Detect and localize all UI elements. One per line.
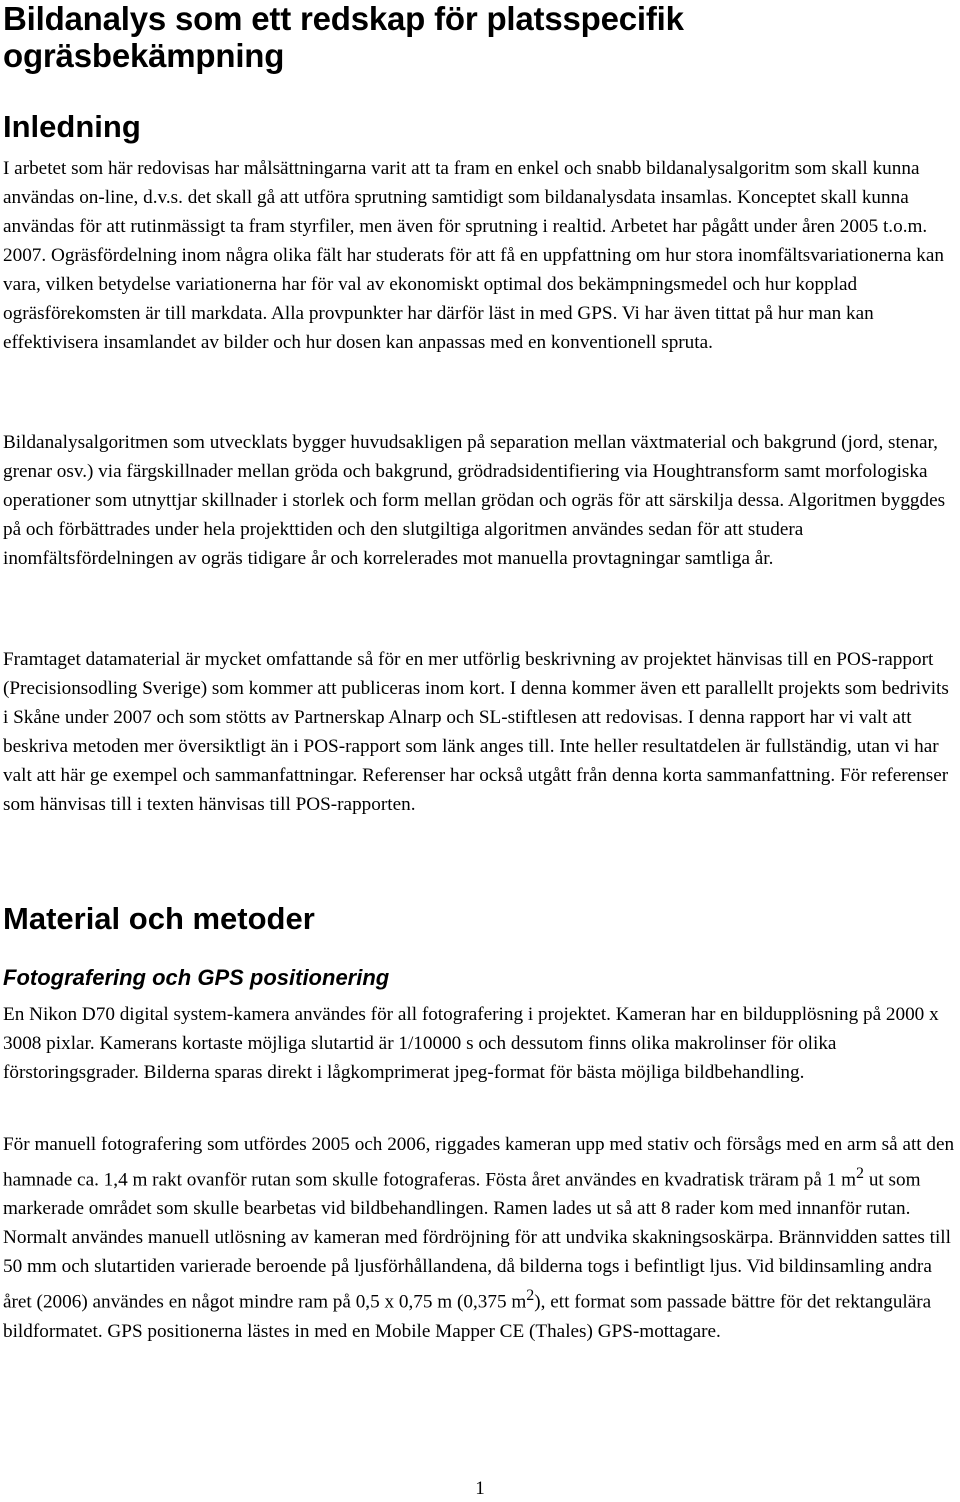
material-paragraph-2-part-a: För manuell fotografering som utfördes 2005 och 2006, riggades kameran upp med stativ och försågs med en arm så att den hamnade ca. 1,4 m rakt ovanför rutan som skulle fotograferas. Fösta året användes en kvadratisk träram på 1 m	[3, 1134, 955, 1191]
page-number: 1	[475, 1478, 485, 1499]
subsection-heading-fotografering: Fotografering och GPS positionering	[3, 965, 390, 990]
intro-paragraph-1: I arbetet som här redovisas har målsättningarna varit att ta fram en enkel och snabb bildanalysalgoritm som skall kunna användas on-line, d.v.s. det skall gå att utföra sprutning samtidigt som bildanalysdata insamlas. Konceptet skall kunna användas för att rutinmässigt ta fram styrfiler, men även för sprutning i realtid. Arbetet har pågått under åren 2005 t.o.m. 2007. Ogräsfördelning inom några olika fält har studerats för att få en uppfattning om hur stora inomfältsvariationerna kan vara, vilken betydelse variationerna har för val av ekonomiskt optimal dos bekämpningsmedel och hur kopplad ogräsförekomsten är till markdata. Alla provpunkter har därför läst in med GPS. Vi har även tittat på hur man kan effektivisera insamlandet av bilder och hur dosen kan anpassas med en konventionell spruta.	[3, 158, 944, 353]
material-paragraph-2	[3, 1130, 957, 1346]
material-paragraph-1: En Nikon D70 digital system-kamera användes för all fotografering i projektet. Kameran har en bildupplösning på 2000 x 3008 pixlar. Kamerans kortaste möjliga slutartid är 1/10000 s och dessutom finns olika makrolinser för olika förstoringsgrader. Bilderna sparas direkt i lågkomprimerat jpeg-format för bästa möjliga bildbehandling.	[3, 1004, 939, 1083]
intro-paragraph-3: Framtaget datamaterial är mycket omfattande så för en mer utförlig beskrivning av projektet hänvisas till en POS-rapport (Precisionsodling Sverige) som kommer att publiceras inom kort. I denna kommer även ett parallellt projekts som bedrivits i Skåne under 2007 och som stötts av Partnerskap Alnarp och SL-stiftlesen att redovisas. I denna rapport har vi valt att beskriva metoden mer översiktligt än i POS-rapport som länk anges till. Inte heller resultatdelen är fullständig, utan vi har valt att här ge exempel och sammanfattningar. Referenser har också utgått från denna korta sammanfattning. För referenser som hänvisas till i texten hänvisas till POS-rapporten.	[3, 649, 949, 815]
section-heading-inledning: Inledning	[3, 109, 141, 144]
section-heading-material-och-metoder: Material och metoder	[3, 901, 315, 936]
superscript-2: 2	[856, 1165, 865, 1182]
document-title: Bildanalys som ett redskap för platsspecifik ogräsbekämpning	[3, 0, 684, 74]
superscript-2: 2	[526, 1287, 535, 1305]
material-paragraph-2-part-c: ), ett format som passade bättre för det rektangulära bildformatet. GPS positionerna lästes in med en Mobile Mapper CE (Thales) GPS-mottagare.	[3, 1291, 932, 1342]
intro-paragraph-2: Bildanalysalgoritmen som utvecklats bygger huvudsakligen på separation mellan växtmaterial och bakgrund (jord, stenar, grenar osv.) via färgskillnader mellan gröda och bakgrund, grödradsidentifiering via Houghtransform samt morfologiska operationer som utnyttjar skillnader i storlek och form mellan grödan och ogräs för att särskilja dessa. Algoritmen byggdes på och förbättrades under hela projekttiden och den slutgiltiga algoritmen användes sedan för att studera inomfältsfördelningen av ogräs tidigare år och korrelerades mot manuella provtagningar samtliga år.	[3, 432, 946, 569]
material-paragraph-2-part-b: ut som markerade området som skulle bearbetas vid bildbehandlingen. Ramen lades ut så att 8 rader kom med innanför rutan. Normalt användes manuell utlösning av kameran med fördröjning för att undvika skakningsoskärpa. Brännvidden sattes till 50 mm och slutartiden varierade beroende på ljusförhållandena, då bilderna togs i befintligt ljus. Vid bildinsamling andra året (2006) användes en något mindre ram på 0,5 x 0,75 m (0,375 m	[3, 1169, 951, 1313]
